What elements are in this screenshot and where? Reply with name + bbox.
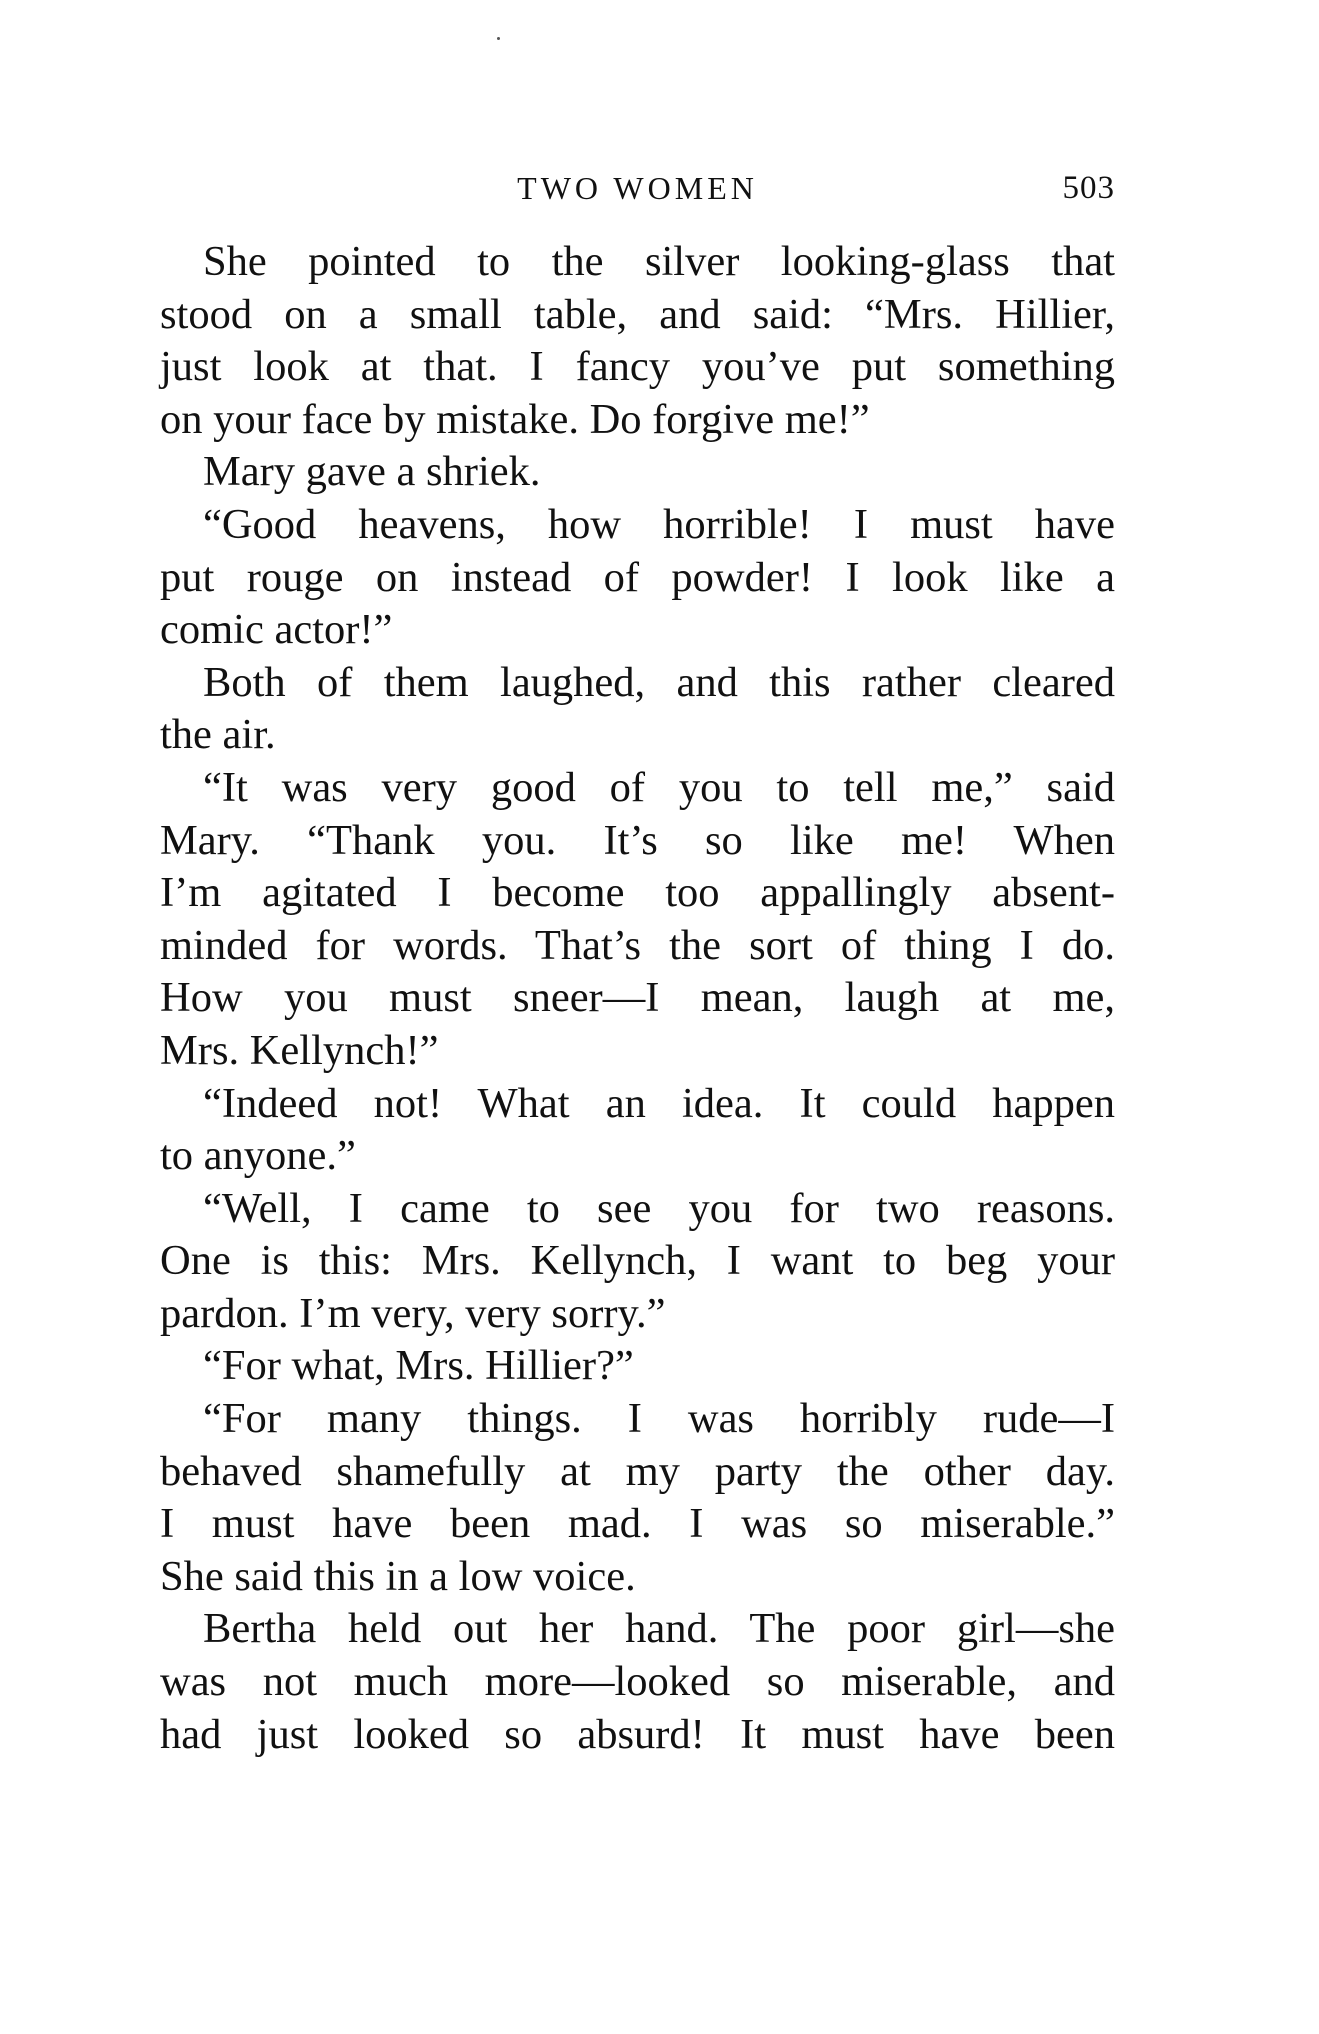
text-line: had just looked so absurd! It must have been xyxy=(160,1710,1115,1758)
text-line: “Good heavens, how horrible! I must have xyxy=(203,500,1115,548)
page-number: 503 xyxy=(1062,170,1115,206)
text-line: “For many things. I was horribly rude—I xyxy=(203,1395,1115,1443)
text-line: put rouge on instead of powder! I look like a xyxy=(160,553,1115,601)
text-line: pardon. I’m very, very sorry.” xyxy=(160,1289,666,1337)
text-line: the air. xyxy=(160,711,276,759)
body-text xyxy=(160,236,1115,1761)
text-line: She pointed to the silver looking-glass that xyxy=(203,238,1115,285)
text-line: just look at that. I fancy you’ve put something xyxy=(160,343,1115,391)
text-line: “Well, I came to see you for two reasons. xyxy=(203,1184,1115,1232)
text-line: stood on a small table, and said: “Mrs. Hillier, xyxy=(160,290,1115,338)
text-line: “It was very good of you to tell me,” said xyxy=(203,763,1115,811)
text-line: Bertha held out her hand. The poor girl—she xyxy=(203,1605,1115,1653)
text-line: behaved shamefully at my party the other day. xyxy=(160,1447,1115,1495)
running-head xyxy=(160,162,1115,212)
text-line: She said this in a low voice. xyxy=(160,1552,636,1600)
text-line: comic actor!” xyxy=(160,606,393,654)
text-line: I’m agitated I become too appallingly absent- xyxy=(160,869,1115,917)
text-line: minded for words. That’s the sort of thing I do. xyxy=(160,921,1115,969)
text-line: “Indeed not! What an idea. It could happen xyxy=(203,1079,1115,1127)
text-line: on your face by mistake. Do forgive me!” xyxy=(160,395,870,443)
text-line: Both of them laughed, and this rather cleared xyxy=(203,658,1115,706)
text-line: How you must sneer—I mean, laugh at me, xyxy=(160,974,1115,1022)
print-speck xyxy=(497,37,500,40)
text-line: Mary gave a shriek. xyxy=(203,448,541,496)
running-title: TWO WOMEN xyxy=(517,170,758,206)
text-line: to anyone.” xyxy=(160,1132,356,1180)
text-line: I must have been mad. I was so miserable.” xyxy=(160,1500,1115,1548)
text-line: was not much more—looked so miserable, and xyxy=(160,1658,1115,1706)
text-line: One is this: Mrs. Kellynch, I want to beg your xyxy=(160,1237,1115,1285)
text-line: Mary. “Thank you. It’s so like me! When xyxy=(160,816,1115,864)
text-line: Mrs. Kellynch!” xyxy=(160,1026,439,1074)
text-line: “For what, Mrs. Hillier?” xyxy=(203,1342,634,1390)
